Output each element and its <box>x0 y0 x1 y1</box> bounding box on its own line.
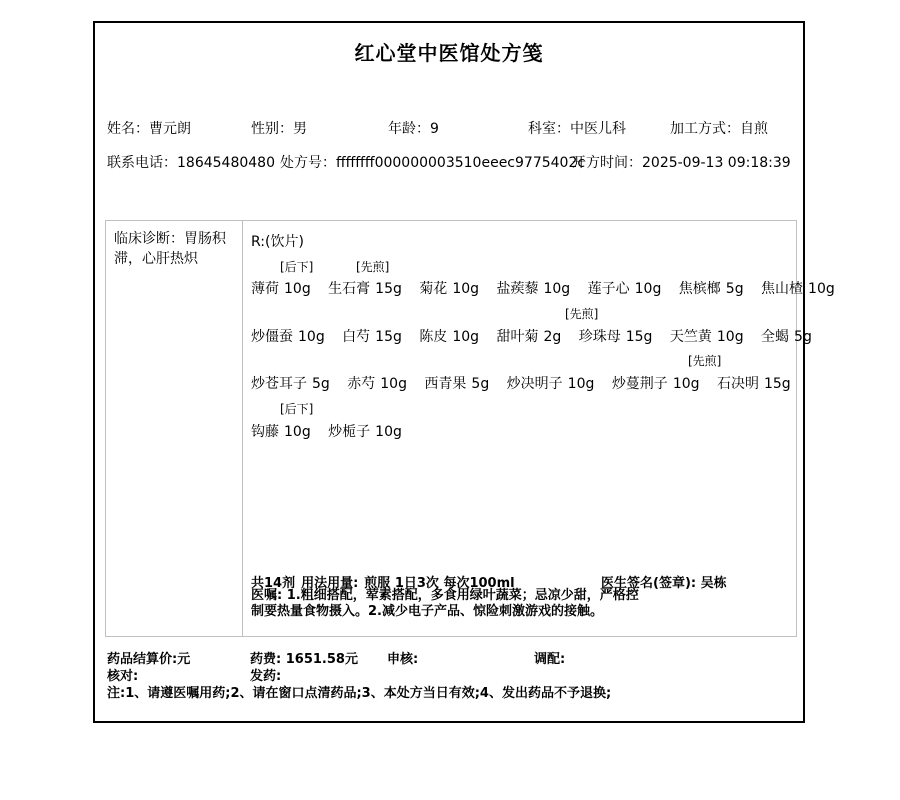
prescription-sheet <box>93 21 835 723</box>
herb-dose: 5g <box>794 329 812 345</box>
herb-item <box>251 326 325 346</box>
herb-item <box>612 373 700 393</box>
diagnosis-label: 临床诊断： <box>114 231 184 247</box>
patient-gender-field <box>251 118 307 138</box>
herb-dose: 10g <box>634 281 662 297</box>
herb-line-3 <box>251 373 804 393</box>
prescription-number-value: ffffffff000000003510eeec9775402c <box>336 155 586 171</box>
settlement-price-label: 药品结算价: <box>107 652 178 667</box>
herb-item <box>496 278 570 298</box>
herb-name: 珍珠母 <box>578 329 621 345</box>
prescription-number-field <box>280 152 585 172</box>
herb-name: 天竺黄 <box>669 329 712 345</box>
processing-method-field <box>670 118 768 138</box>
herb-dose: 10g <box>284 424 311 440</box>
patient-gender-value: 男 <box>293 121 307 137</box>
medical-advice <box>251 588 643 620</box>
patient-age-label: 年龄： <box>388 121 430 137</box>
usage-value: 煎服 1日3次 每次100ml <box>364 576 515 591</box>
herb-dose: 10g <box>284 281 311 297</box>
herb-dose: 15g <box>625 329 653 345</box>
patient-name-value: 曹元朗 <box>149 121 191 137</box>
herb-line-4 <box>251 421 415 441</box>
herb-name: 赤芍 <box>347 376 376 392</box>
herb-name: 菊花 <box>419 281 448 297</box>
herb-name: 焦山楂 <box>761 281 804 297</box>
herb-item <box>761 278 835 298</box>
herb-name: 生石膏 <box>328 281 371 297</box>
issue-time-value: 2025-09-13 09:18:39 <box>642 155 791 171</box>
rx-cell <box>243 221 835 636</box>
herb-name: 白芍 <box>342 329 371 345</box>
herb-item <box>507 373 595 393</box>
herb-name: 石决明 <box>716 376 759 392</box>
herb-dose: 5g <box>312 376 330 392</box>
herb-name: 西青果 <box>424 376 467 392</box>
herb-item <box>761 326 812 346</box>
herb-item <box>419 326 479 346</box>
phone-field <box>107 152 275 172</box>
herb-name: 钩藤 <box>251 424 279 440</box>
herb-dose: 15g <box>375 281 402 297</box>
decoction-tag-houxia: [后下] <box>280 402 314 416</box>
herb-item <box>251 278 311 298</box>
herb-item <box>328 278 402 298</box>
page-title: 红心堂中医馆处方笺 <box>354 41 544 65</box>
herb-dose: 10g <box>298 329 325 345</box>
decoction-tag-xianjian: [先煎] <box>356 260 390 274</box>
herb-item <box>670 326 744 346</box>
herb-dose: 10g <box>543 281 571 297</box>
herb-item <box>251 421 311 441</box>
herb-item <box>419 278 479 298</box>
herb-dose: 10g <box>380 376 407 392</box>
herb-item <box>328 421 402 441</box>
processing-method-value: 自煎 <box>740 121 768 137</box>
herb-dose: 10g <box>375 424 402 440</box>
herb-name: 陈皮 <box>419 329 448 345</box>
herb-name: 甜叶菊 <box>496 329 539 345</box>
prescription-number-label: 处方号： <box>280 155 336 171</box>
fee-value: 1651.58元 <box>285 652 358 667</box>
medical-advice-text: 1.粗细搭配，荤素搭配，多食用绿叶蔬菜；忌凉少甜，严格控制要热量食物摄入。2.减少电子产品、惊险刺激游戏的接触。 <box>251 588 639 619</box>
herb-dose: 10g <box>672 376 700 392</box>
herb-name: 莲子心 <box>587 281 630 297</box>
phone-label: 联系电话： <box>107 155 177 171</box>
department-field <box>528 118 626 138</box>
herb-name: 盐蒺藜 <box>496 281 539 297</box>
diagnosis-cell <box>106 221 243 636</box>
patient-age-field <box>388 118 439 138</box>
issue-time-label: 开方时间： <box>572 155 642 171</box>
footer-note: 注:1、请遵医嘱用药;2、请在窗口点清药品;3、本处方当日有效;4、发出药品不予退换; <box>107 686 612 701</box>
issue-time-field <box>572 152 791 172</box>
herb-name: 炒蔓荆子 <box>611 376 668 392</box>
herb-item <box>717 373 791 393</box>
doctor-signature-label: 医生签名(签章): <box>601 576 697 591</box>
decoction-tag-xianjian: [先煎] <box>688 354 722 368</box>
decoction-tag-xianjian: [先煎] <box>565 307 599 321</box>
herb-dose: 5g <box>725 281 744 297</box>
medical-advice-label: 医嘱: <box>251 588 283 603</box>
herb-dose: 10g <box>452 329 480 345</box>
herb-dose: 10g <box>567 376 595 392</box>
patient-name-field <box>107 118 191 138</box>
doctor-signature-name: 吴栋 <box>700 576 727 591</box>
herb-dose: 15g <box>763 376 791 392</box>
herb-name: 炒决明子 <box>506 376 563 392</box>
herb-name: 炒栀子 <box>328 424 371 440</box>
herb-item <box>588 278 662 298</box>
patient-name-label: 姓名： <box>107 121 149 137</box>
herb-item <box>579 326 653 346</box>
department-label: 科室： <box>528 121 570 137</box>
herb-dose: 10g <box>808 281 835 297</box>
herb-dose: 5g <box>471 376 490 392</box>
dose-count: 共14剂 <box>251 576 296 591</box>
herb-item <box>347 373 407 393</box>
herb-item <box>342 326 402 346</box>
herb-item <box>424 373 489 393</box>
herb-name: 焦槟榔 <box>678 281 721 297</box>
department-value: 中医儿科 <box>570 121 626 137</box>
herb-dose: 10g <box>452 281 480 297</box>
herb-dose: 15g <box>375 329 402 345</box>
patient-age-value: 9 <box>430 121 439 137</box>
herb-item <box>251 373 330 393</box>
herb-dose: 10g <box>716 329 744 345</box>
processing-method-label: 加工方式： <box>670 121 740 137</box>
herb-name: 炒苍耳子 <box>251 376 307 392</box>
review-field: 申核: <box>387 652 419 667</box>
patient-gender-label: 性别： <box>251 121 293 137</box>
decoction-tag-houxia: [后下] <box>280 260 314 274</box>
herb-line-1 <box>251 278 848 298</box>
diagnosis-value: 胃肠积滞，心肝热炽 <box>114 231 226 267</box>
herb-name: 全蝎 <box>761 329 790 345</box>
herb-item <box>496 326 561 346</box>
herb-item <box>679 278 744 298</box>
prescription-table <box>105 220 835 637</box>
check-field: 核对: <box>107 669 139 684</box>
herb-name: 薄荷 <box>251 281 279 297</box>
rx-header: R:(饮片) <box>251 234 304 250</box>
settlement-price-unit: 元 <box>177 652 191 667</box>
fee-label: 药费: <box>250 652 282 667</box>
herb-name: 炒僵蚕 <box>251 329 293 345</box>
herb-line-2 <box>251 326 825 346</box>
phone-value: 18645480480 <box>177 155 275 171</box>
usage-label: 用法用量: <box>301 576 359 591</box>
herb-dose: 2g <box>543 329 562 345</box>
issue-field: 发药: <box>250 669 282 684</box>
dispense-field: 调配: <box>534 652 566 667</box>
